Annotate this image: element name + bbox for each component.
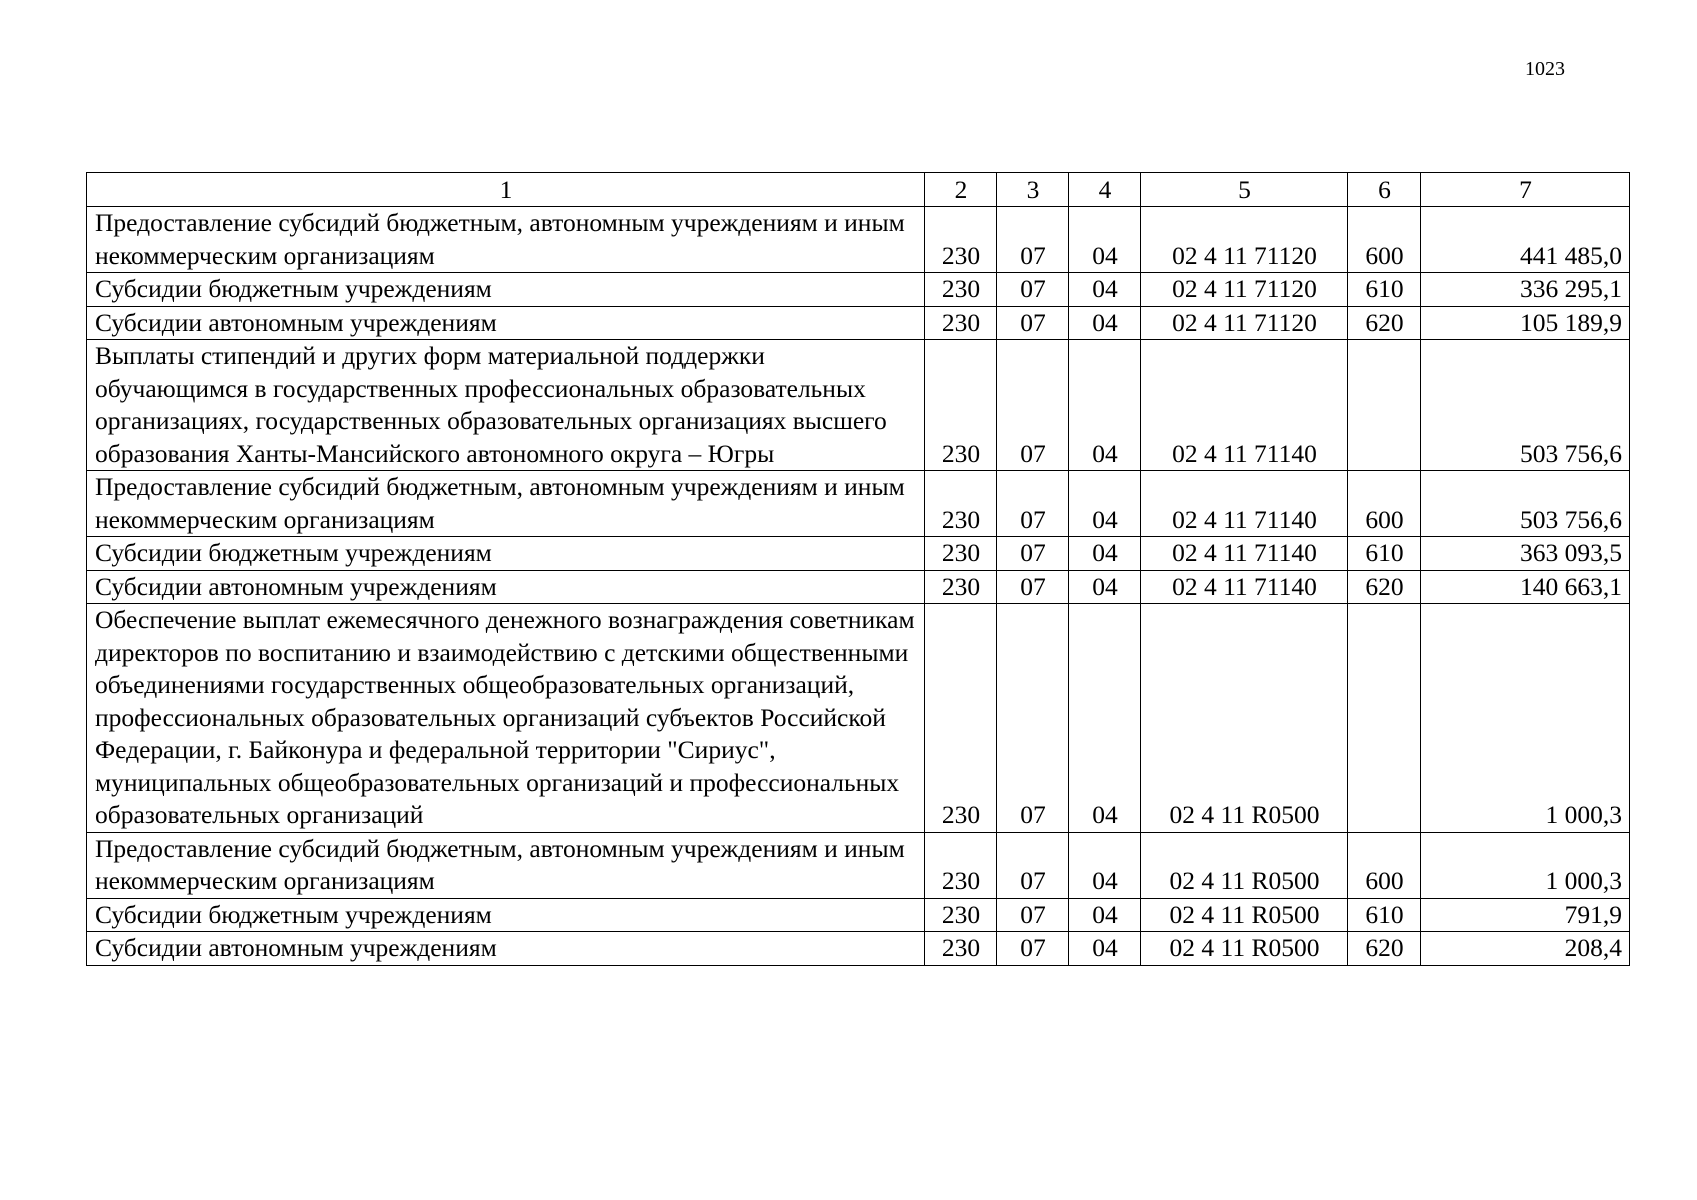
row-expense-type: 610 [1348, 537, 1421, 571]
row-target-article: 02 4 11 R0500 [1141, 932, 1348, 966]
row-amount: 336 295,1 [1421, 273, 1630, 307]
row-target-article: 02 4 11 71140 [1141, 471, 1348, 537]
row-subsection-code: 04 [1069, 832, 1141, 898]
row-amount: 791,9 [1421, 898, 1630, 932]
row-ministry-code: 230 [925, 207, 997, 273]
row-target-article: 02 4 11 71120 [1141, 207, 1348, 273]
row-subsection-code: 04 [1069, 273, 1141, 307]
table-row [87, 471, 1630, 537]
row-subsection-code: 04 [1069, 570, 1141, 604]
row-ministry-code: 230 [925, 471, 997, 537]
row-section-code: 07 [997, 604, 1069, 833]
header-col-5: 5 [1141, 173, 1348, 207]
table-row [87, 604, 1630, 833]
row-section-code: 07 [997, 340, 1069, 471]
row-name: Предоставление субсидий бюджетным, автономным учреждениям и иным некоммерческим организациям [87, 832, 925, 898]
table-row [87, 273, 1630, 307]
table-row [87, 932, 1630, 966]
row-section-code: 07 [997, 306, 1069, 340]
row-name: Предоставление субсидий бюджетным, автономным учреждениям и иным некоммерческим организациям [87, 471, 925, 537]
row-amount: 1 000,3 [1421, 832, 1630, 898]
row-amount: 441 485,0 [1421, 207, 1630, 273]
row-amount: 208,4 [1421, 932, 1630, 966]
row-expense-type: 600 [1348, 832, 1421, 898]
row-ministry-code: 230 [925, 898, 997, 932]
row-section-code: 07 [997, 537, 1069, 571]
row-name: Субсидии автономным учреждениям [87, 932, 925, 966]
row-target-article: 02 4 11 71140 [1141, 340, 1348, 471]
page-number: 1023 [1525, 58, 1565, 80]
row-section-code: 07 [997, 273, 1069, 307]
row-section-code: 07 [997, 898, 1069, 932]
row-subsection-code: 04 [1069, 604, 1141, 833]
row-expense-type: 600 [1348, 207, 1421, 273]
row-ministry-code: 230 [925, 604, 997, 833]
row-expense-type: 610 [1348, 898, 1421, 932]
table-row [87, 207, 1630, 273]
row-name: Обеспечение выплат ежемесячного денежного вознаграждения советникам директоров по воспитанию и взаимодействию с детскими общественными объединениями государственных общеобразовательных организаций, профессиональных образовательных организаций субъектов Российской Федерации, г. Байконура и федеральной территории "Сириус", муниципальных общеобразовательных организаций и профессиональных образовательных организаций [87, 604, 925, 833]
header-col-3: 3 [997, 173, 1069, 207]
row-amount: 503 756,6 [1421, 340, 1630, 471]
row-subsection-code: 04 [1069, 340, 1141, 471]
header-col-7: 7 [1421, 173, 1630, 207]
row-section-code: 07 [997, 570, 1069, 604]
row-ministry-code: 230 [925, 537, 997, 571]
row-ministry-code: 230 [925, 832, 997, 898]
row-amount: 363 093,5 [1421, 537, 1630, 571]
row-expense-type: 610 [1348, 273, 1421, 307]
row-ministry-code: 230 [925, 340, 997, 471]
table-row [87, 898, 1630, 932]
row-target-article: 02 4 11 71140 [1141, 537, 1348, 571]
row-ministry-code: 230 [925, 570, 997, 604]
row-name: Предоставление субсидий бюджетным, автономным учреждениям и иным некоммерческим организациям [87, 207, 925, 273]
budget-table [86, 172, 1630, 966]
table-row [87, 832, 1630, 898]
row-target-article: 02 4 11 R0500 [1141, 832, 1348, 898]
row-ministry-code: 230 [925, 306, 997, 340]
row-target-article: 02 4 11 71120 [1141, 306, 1348, 340]
row-expense-type [1348, 604, 1421, 833]
row-expense-type: 620 [1348, 306, 1421, 340]
row-ministry-code: 230 [925, 273, 997, 307]
table-row [87, 306, 1630, 340]
header-col-6: 6 [1348, 173, 1421, 207]
table-row [87, 537, 1630, 571]
row-amount: 1 000,3 [1421, 604, 1630, 833]
row-name: Субсидии бюджетным учреждениям [87, 537, 925, 571]
row-amount: 503 756,6 [1421, 471, 1630, 537]
header-col-4: 4 [1069, 173, 1141, 207]
row-subsection-code: 04 [1069, 898, 1141, 932]
row-name: Субсидии автономным учреждениям [87, 570, 925, 604]
row-amount: 140 663,1 [1421, 570, 1630, 604]
row-name: Субсидии автономным учреждениям [87, 306, 925, 340]
row-ministry-code: 230 [925, 932, 997, 966]
row-name: Субсидии бюджетным учреждениям [87, 273, 925, 307]
row-expense-type: 600 [1348, 471, 1421, 537]
row-subsection-code: 04 [1069, 207, 1141, 273]
row-target-article: 02 4 11 71140 [1141, 570, 1348, 604]
row-amount: 105 189,9 [1421, 306, 1630, 340]
row-section-code: 07 [997, 471, 1069, 537]
table-body [87, 207, 1630, 966]
row-subsection-code: 04 [1069, 537, 1141, 571]
row-section-code: 07 [997, 932, 1069, 966]
row-target-article: 02 4 11 71120 [1141, 273, 1348, 307]
row-target-article: 02 4 11 R0500 [1141, 604, 1348, 833]
row-subsection-code: 04 [1069, 471, 1141, 537]
header-row [87, 173, 1630, 207]
row-subsection-code: 04 [1069, 306, 1141, 340]
row-expense-type: 620 [1348, 932, 1421, 966]
row-subsection-code: 04 [1069, 932, 1141, 966]
row-expense-type [1348, 340, 1421, 471]
row-name: Выплаты стипендий и других форм материальной поддержки обучающимся в государственных профессиональных образовательных организациях, государственных образовательных организациях высшего образования Ханты-Мансийского автономного округа – Югры [87, 340, 925, 471]
row-section-code: 07 [997, 832, 1069, 898]
header-col-1: 1 [87, 173, 925, 207]
row-expense-type: 620 [1348, 570, 1421, 604]
table-row [87, 340, 1630, 471]
table-row [87, 570, 1630, 604]
row-name: Субсидии бюджетным учреждениям [87, 898, 925, 932]
header-col-2: 2 [925, 173, 997, 207]
row-section-code: 07 [997, 207, 1069, 273]
row-target-article: 02 4 11 R0500 [1141, 898, 1348, 932]
